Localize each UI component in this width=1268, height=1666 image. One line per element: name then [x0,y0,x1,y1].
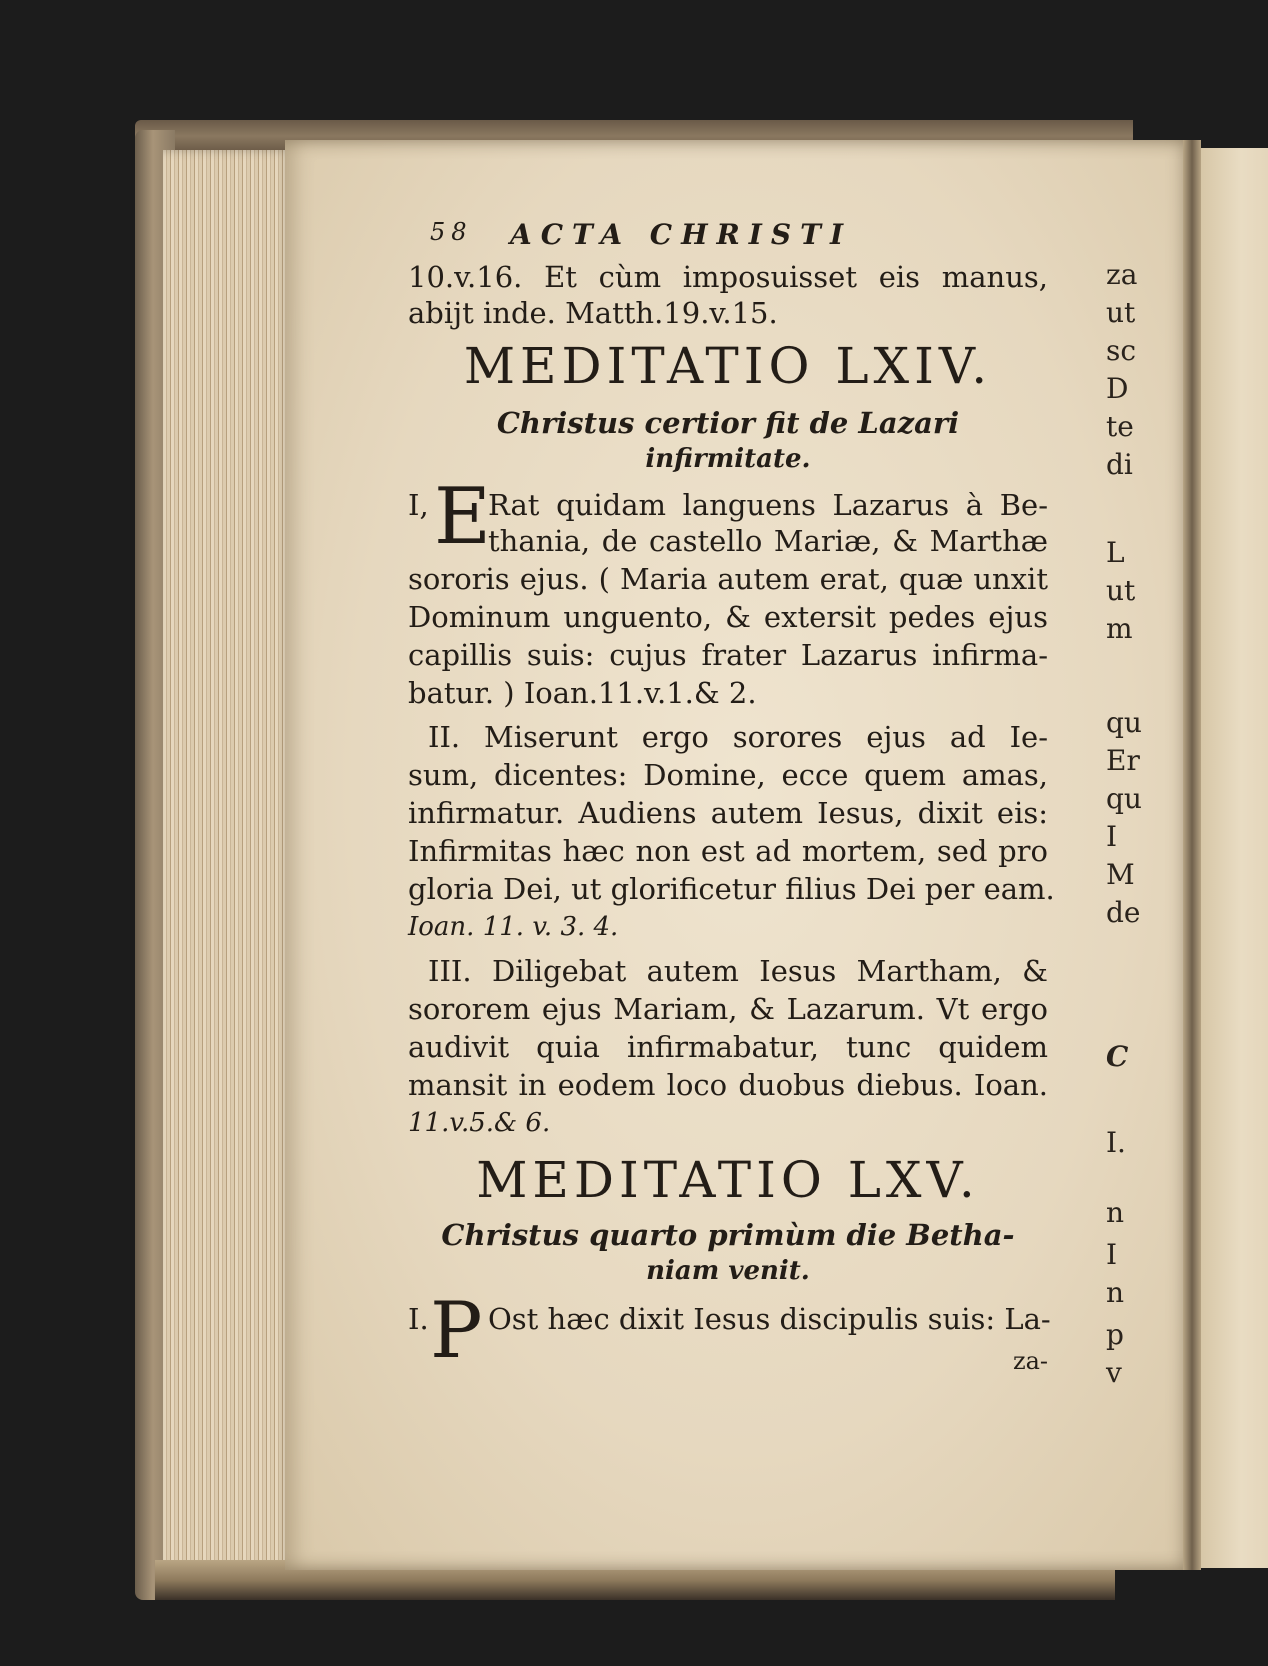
text-line: Infirmitas hæc non est ad mortem, sed pro [408,834,1048,868]
text-line: Rat quidam languens Lazarus à Be- [488,488,1048,522]
text-line: 10.v.16. Et cùm imposuisset eis manus, [408,260,1048,294]
meditation-65-subtitle: Christus quarto primùm die Betha- [441,1218,1015,1252]
text-line: Ost hæc dixit Iesus discipulis suis: La- [488,1302,1051,1336]
facing-page-fragment: L [1106,536,1125,569]
text-line: mansit in eodem loco duobus diebus. Ioan. [408,1068,1048,1102]
facing-page-fragment: I [1106,1238,1118,1271]
text-line: audivit quia infirmabatur, tunc quidem [408,1030,1048,1064]
facing-page-fragment: sc [1106,334,1137,367]
meditation-64-title: MEDITATIO LXIV. [463,337,993,395]
text-line: infirmatur. Audiens autem Iesus, dixit eis: [408,796,1048,830]
text-line: sororem ejus Mariam, & Lazarum. Vt ergo [408,992,1048,1026]
text-line: abijt inde. Matth.19.v.15. [408,296,778,330]
page-number: 58 [430,218,473,246]
facing-page-fragment: I [1106,820,1118,853]
facing-page-fragment: C [1106,1040,1129,1073]
text-line: Dominum unguento, & extersit pedes ejus [408,600,1048,634]
facing-page-fragment: za [1106,258,1138,291]
facing-page-fragment: Er [1106,744,1140,777]
facing-page-fragment: I. [1106,1126,1126,1159]
text-line: Ioan. 11. v. 3. 4. [408,912,619,942]
facing-page-fragment: ut [1106,296,1136,329]
facing-page-fragment: m [1106,612,1133,645]
text-line: 11.v.5.& 6. [408,1108,551,1138]
text-line: batur. ) Ioan.11.v.1.& 2. [408,676,757,710]
text-line: sum, dicentes: Domine, ecce quem amas, [408,758,1048,792]
text-line: sororis ejus. ( Maria autem erat, quæ unxit [408,562,1048,596]
facing-page-fragment: ut [1106,574,1136,607]
drop-capital: E [434,472,491,562]
facing-page-fragment: qu [1106,706,1142,739]
paragraph-number: I, [408,488,429,522]
facing-page-fragment: M [1106,858,1135,891]
facing-page-fragment: te [1106,410,1134,443]
meditation-64-subtitle: Christus certior fit de Lazari [496,406,960,440]
text-line: capillis suis: cujus frater Lazarus infirma- [408,638,1048,672]
facing-page-fragment: v [1106,1356,1122,1389]
page-edges-stack [163,150,293,1590]
paragraph-number: I. [408,1302,429,1336]
page-header [430,218,1030,258]
facing-page-fragment: qu [1106,782,1142,815]
text-line: II. Miserunt ergo sorores ejus ad Ie- [428,720,1048,754]
right-page-edge [1201,148,1268,1568]
facing-page-fragment: de [1106,896,1141,929]
text-line: gloria Dei, ut glorificetur filius Dei per eam. [408,872,1055,906]
running-head: ACTA CHRISTI [510,218,853,251]
meditation-64-subtitle-2: infirmitate. [645,444,811,474]
text-line: III. Diligebat autem Iesus Martham, & [428,954,1048,988]
text-line: thania, de castello Mariæ, & Marthæ [488,524,1048,558]
facing-page-fragment: n [1106,1196,1125,1229]
meditation-65-title: MEDITATIO LXV. [476,1151,980,1209]
drop-capital: P [430,1286,483,1376]
meditation-65-subtitle-2: niam venit. [646,1256,810,1286]
facing-page-fragment: D [1106,372,1129,405]
facing-page-fragment: di [1106,448,1133,481]
facing-page-fragment: p [1106,1318,1124,1351]
catchword: za- [1012,1347,1048,1375]
book-gutter [1183,140,1201,1570]
facing-page-fragment: n [1106,1276,1125,1309]
